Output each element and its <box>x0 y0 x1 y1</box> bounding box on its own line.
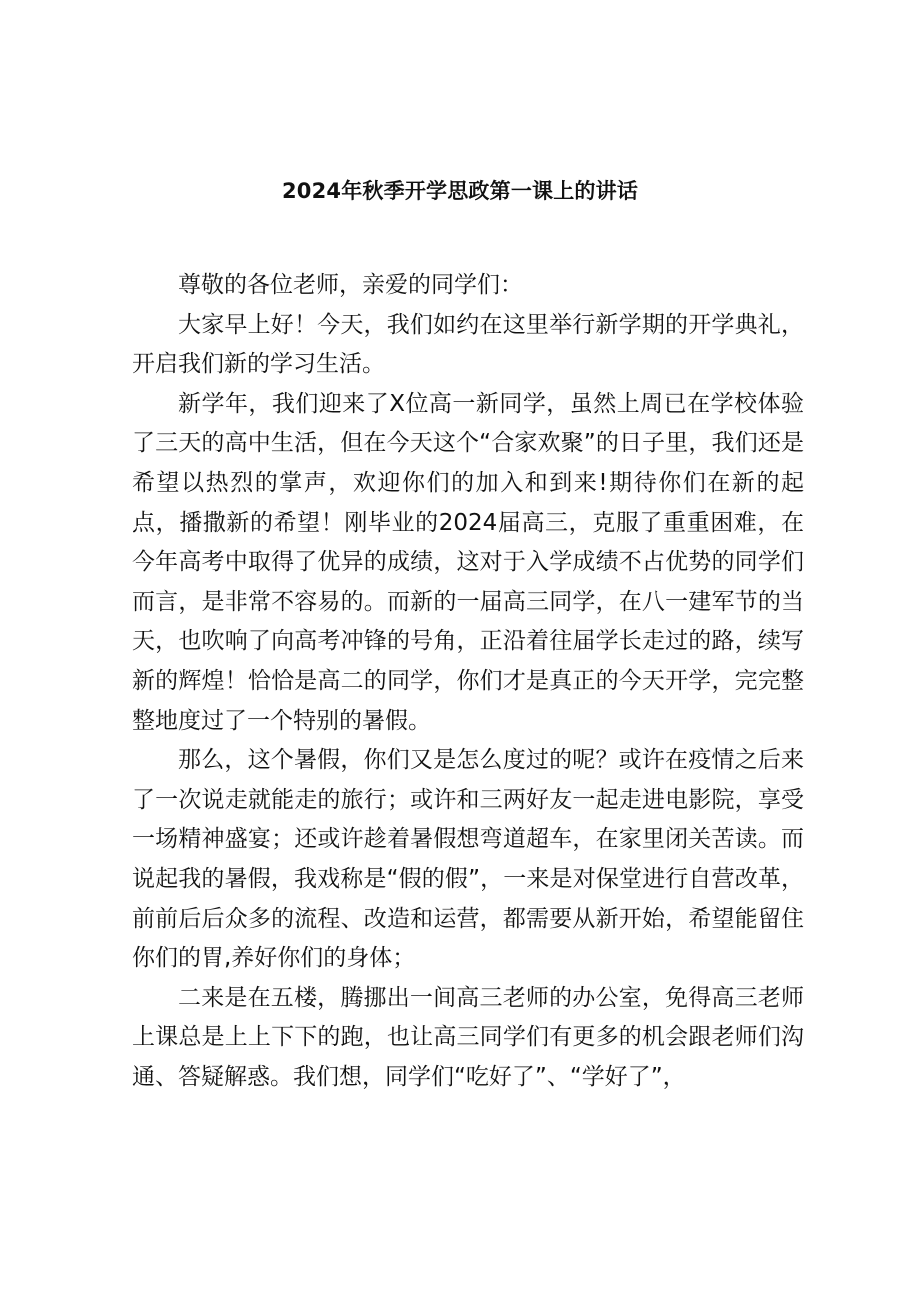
paragraph-new-year: 新学年，我们迎来了X位高一新同学，虽然上周已在学校体验了三天的高中生活，但在今天这个“合家欢聚”的日子里，我们还是希望以热烈的掌声，欢迎你们的加入和到来!期待你们在新的起点，播撒新的希望！刚毕业的2024届高三，克服了重重困难，在今年高考中取得了优异的成绩，这对于入学成绩不占优势的同学们而言，是非常不容易的。而新的一届高三同学，在八一建军节的当天，也吹响了向高考冲锋的号角，正沿着往届学长走过的路，续写新的辉煌！恰恰是高二的同学，你们才是真正的今天开学，完完整整地度过了一个特别的暑假。 <box>132 390 804 734</box>
document-body <box>132 266 804 1097</box>
paragraph-salutation: 尊敬的各位老师，亲爱的同学们： <box>178 272 523 298</box>
paragraph-office: 二来是在五楼，腾挪出一间高三老师的办公室，免得高三老师上课总是上上下下的跑，也让高三同学们有更多的机会跟老师们沟通、答疑解惑。我们想，同学们“吃好了”、“学好了”， <box>132 984 804 1090</box>
paragraph-summer: 那么，这个暑假，你们又是怎么度过的呢？或许在疫情之后来了一次说走就能走的旅行；或许和三两好友一起走进电影院，享受一场精神盛宴；还或许趁着暑假想弯道超车，在家里闭关苦读。而说起我的暑假，我戏称是“假的假”，一来是对保堂进行自营改革，前前后后众多的流程、改造和运营，都需要从新开始，希望能留住你们的胃,养好你们的身体； <box>132 747 804 972</box>
paragraph-greeting: 大家早上好！今天，我们如约在这里举行新学期的开学典礼，开启我们新的学习生活。 <box>132 311 804 378</box>
document-title: 2024年秋季开学思政第一课上的讲话 <box>281 179 639 203</box>
